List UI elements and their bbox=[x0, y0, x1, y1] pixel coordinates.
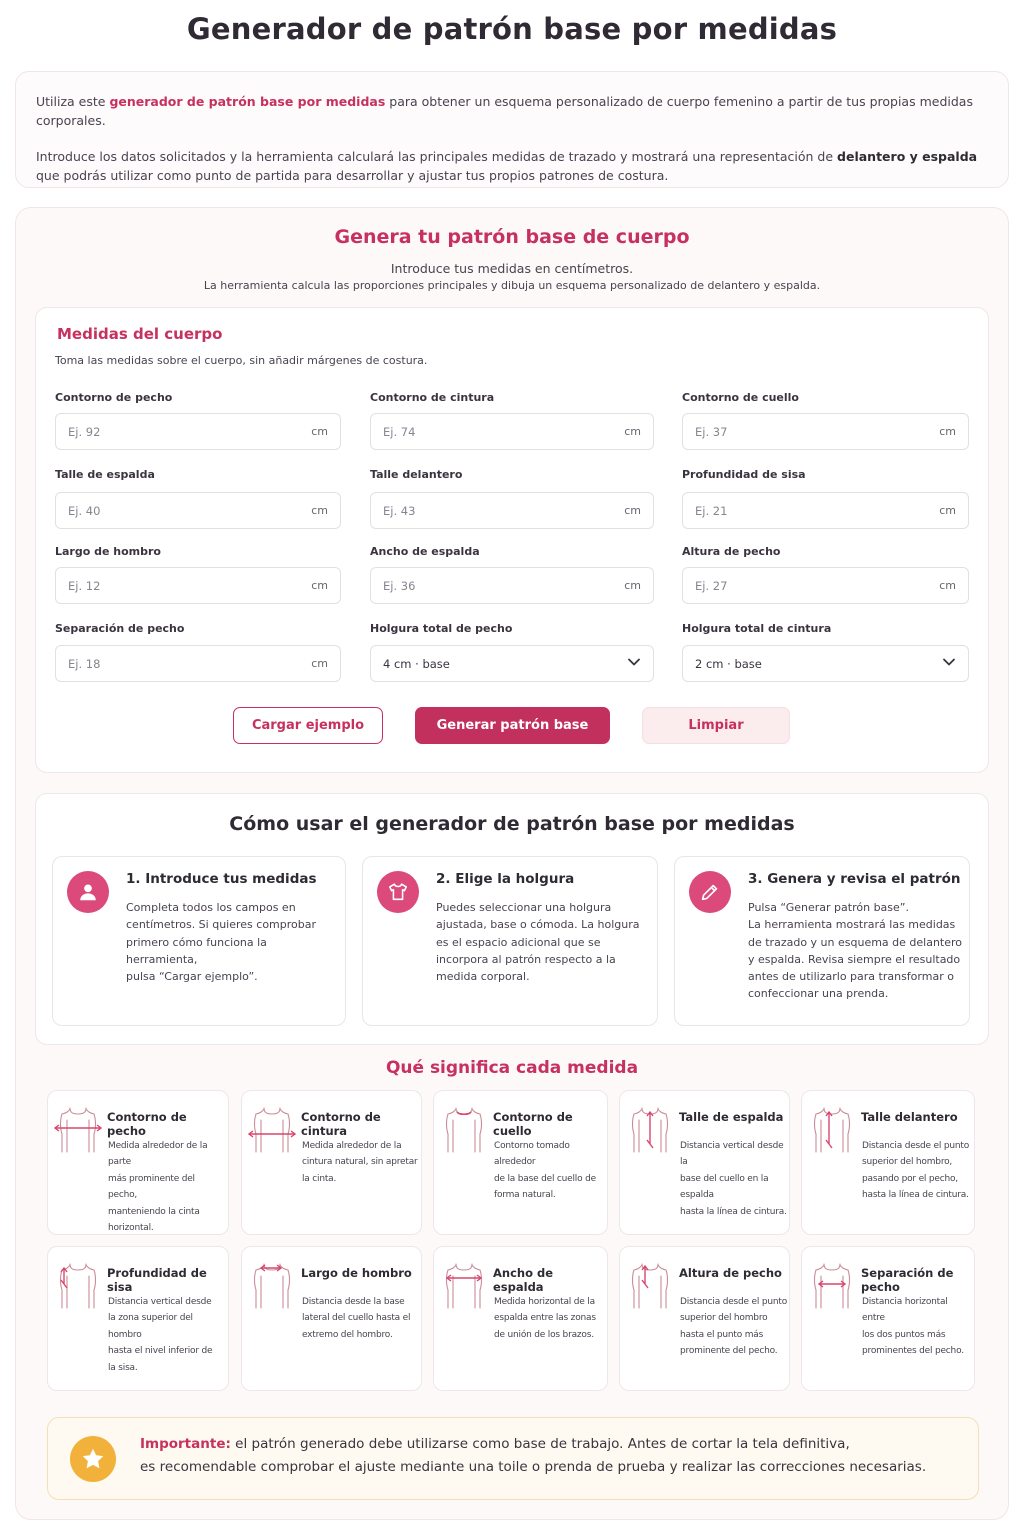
unit-label: cm bbox=[624, 579, 641, 592]
measure-title: Ancho de espalda bbox=[493, 1266, 554, 1294]
step-line: primero cómo funciona la herramienta, bbox=[126, 935, 267, 966]
measure-description bbox=[302, 1138, 419, 1187]
how-to-title: Cómo usar el generador de patrón base por medidas bbox=[229, 813, 795, 835]
unit-label: cm bbox=[311, 425, 328, 438]
measure-line: Medida alrededor de la parte bbox=[108, 1141, 208, 1168]
input-placeholder: Ej. 92 bbox=[68, 424, 101, 439]
measure-line: hasta el punto más bbox=[680, 1329, 764, 1340]
step-description bbox=[126, 899, 340, 985]
measure-line: hasta la línea de cintura. bbox=[862, 1190, 969, 1201]
field-label: Talle delantero bbox=[370, 468, 463, 481]
measure-line: Medida alrededor de la bbox=[302, 1141, 402, 1151]
field-label: Altura de pecho bbox=[682, 545, 781, 558]
input-placeholder: Ej. 74 bbox=[383, 424, 416, 439]
measure-line: hasta la línea de cintura. bbox=[680, 1206, 787, 1217]
form-title: Medidas del cuerpo bbox=[57, 325, 223, 343]
generator-subtitle: Introduce tus medidas en centímetros. bbox=[390, 261, 634, 276]
measure-title: Contorno de pecho bbox=[107, 1110, 187, 1138]
measurement-input[interactable] bbox=[370, 492, 654, 529]
field-label: Largo de hombro bbox=[55, 545, 161, 558]
input-placeholder: Ej. 27 bbox=[695, 578, 728, 593]
bust-height-icon bbox=[625, 1260, 675, 1314]
measure-title: Contorno de cuello bbox=[493, 1110, 573, 1138]
input-placeholder: Ej. 43 bbox=[383, 503, 416, 518]
measure-line: horizontal. bbox=[108, 1223, 154, 1234]
measure-line: prominente del pecho. bbox=[680, 1346, 778, 1357]
measure-description bbox=[108, 1294, 226, 1376]
intro-card bbox=[15, 71, 1009, 188]
generator-description: La herramienta calcula las proporciones principales y dibuja un esquema personalizado de delantero y espalda. bbox=[203, 279, 821, 292]
field-label: Contorno de cintura bbox=[370, 391, 495, 404]
measure-title: Altura de pecho bbox=[679, 1266, 782, 1280]
user-icon bbox=[67, 871, 109, 913]
measures-title: Qué significa cada medida bbox=[385, 1058, 639, 1078]
measure-line: extremo del hombro. bbox=[302, 1329, 393, 1340]
intro-text: que podrás utilizar como punto de partida para desarrollar y ajustar tus propios patrones de costura. bbox=[36, 168, 669, 183]
intro-paragraph-2 bbox=[36, 147, 988, 185]
field-label: Ancho de espalda bbox=[370, 545, 480, 558]
measure-line: prominentes del pecho. bbox=[862, 1346, 964, 1357]
important-line-2: es recomendable comprobar el ajuste mediante una toile o prenda de prueba y realizar las correcciones necesarias. bbox=[140, 1459, 927, 1475]
measure-line: Distancia desde la base bbox=[302, 1297, 405, 1307]
clear-button[interactable]: Limpiar bbox=[642, 707, 790, 744]
field-label: Holgura total de cintura bbox=[682, 622, 832, 635]
measurements-form bbox=[35, 307, 989, 773]
generator-title: Genera tu patrón base de cuerpo bbox=[334, 226, 690, 248]
measure-line: más prominente del pecho, bbox=[108, 1173, 195, 1201]
measurement-input[interactable] bbox=[682, 567, 969, 604]
step-line: de trazado y un esquema de delantero bbox=[748, 935, 963, 949]
measure-line: Distancia vertical desde la bbox=[680, 1141, 784, 1168]
measure-title: Separación de pecho bbox=[861, 1266, 954, 1294]
armhole-depth-icon bbox=[53, 1260, 103, 1314]
important-line-1: el patrón generado debe utilizarse como base de trabajo. Antes de cortar la tela definitiva, bbox=[230, 1436, 850, 1452]
measure-line: forma natural. bbox=[494, 1190, 556, 1201]
measure-line: Distancia desde el punto bbox=[680, 1297, 787, 1307]
measurement-input[interactable] bbox=[370, 413, 654, 450]
measure-title: Talle delantero bbox=[861, 1110, 958, 1124]
field-label: Contorno de pecho bbox=[55, 391, 173, 404]
input-placeholder: Ej. 37 bbox=[695, 424, 728, 439]
back-width-icon bbox=[439, 1260, 489, 1314]
measure-line: Distancia vertical desde bbox=[108, 1297, 212, 1307]
measurement-input[interactable] bbox=[55, 413, 341, 450]
page-title: Generador de patrón base por medidas bbox=[186, 12, 838, 46]
step-line: pulsa “Cargar ejemplo”. bbox=[126, 970, 258, 984]
step-title: 3. Genera y revisa el patrón bbox=[748, 871, 961, 887]
measure-description bbox=[862, 1138, 972, 1204]
step-description bbox=[436, 899, 652, 985]
important-text bbox=[140, 1433, 970, 1479]
chevron-down-icon bbox=[627, 655, 641, 672]
step-line: medida corporal. bbox=[436, 970, 530, 984]
back-length-icon bbox=[625, 1104, 675, 1158]
intro-paragraph-1 bbox=[36, 92, 988, 130]
unit-label: cm bbox=[311, 657, 328, 670]
unit-label: cm bbox=[311, 579, 328, 592]
step-line: centímetros. Si quieres comprobar bbox=[126, 918, 317, 932]
step-description bbox=[748, 899, 964, 1003]
unit-label: cm bbox=[939, 425, 956, 438]
measure-description bbox=[302, 1294, 419, 1343]
measurement-input[interactable] bbox=[55, 645, 341, 682]
measure-title: Profundidad de sisa bbox=[107, 1266, 207, 1294]
ease-select[interactable] bbox=[682, 645, 969, 682]
measure-title: Contorno de cintura bbox=[301, 1110, 381, 1138]
step-line: Completa todos los campos en bbox=[126, 901, 296, 914]
measure-description bbox=[862, 1294, 972, 1360]
unit-label: cm bbox=[939, 504, 956, 517]
important-label: Importante: bbox=[140, 1436, 231, 1452]
measure-line: superior del hombro, bbox=[862, 1157, 953, 1168]
intro-text: Utiliza este bbox=[36, 94, 110, 109]
load-example-button[interactable]: Cargar ejemplo bbox=[233, 707, 383, 744]
field-label: Talle de espalda bbox=[55, 468, 155, 481]
step-line: es el espacio adicional que se bbox=[436, 935, 601, 949]
measurement-input[interactable] bbox=[370, 567, 654, 604]
measure-line: pasando por el pecho, bbox=[862, 1173, 958, 1184]
input-placeholder: Ej. 36 bbox=[383, 578, 416, 593]
field-label: Separación de pecho bbox=[55, 622, 185, 635]
unit-label: cm bbox=[624, 504, 641, 517]
measure-line: la cinta. bbox=[302, 1173, 337, 1184]
measure-line: de unión de los brazos. bbox=[494, 1329, 594, 1340]
step-line: La herramienta mostrará las medidas bbox=[748, 918, 956, 932]
select-value: 2 cm · base bbox=[695, 656, 762, 671]
measurement-input[interactable] bbox=[55, 567, 341, 604]
input-placeholder: Ej. 40 bbox=[68, 503, 101, 518]
measure-title: Talle de espalda bbox=[679, 1110, 784, 1124]
bust-measure-icon bbox=[53, 1104, 103, 1158]
measure-line: Distancia horizontal entre bbox=[862, 1297, 948, 1324]
shoulder-length-icon bbox=[247, 1260, 297, 1314]
intro-highlight: generador de patrón base por medidas bbox=[109, 94, 386, 109]
measure-line: de la base del cuello de bbox=[494, 1173, 596, 1184]
measurement-input[interactable] bbox=[682, 413, 969, 450]
generate-pattern-button[interactable]: Generar patrón base bbox=[415, 707, 610, 744]
ease-select[interactable] bbox=[370, 645, 654, 682]
field-label: Contorno de cuello bbox=[682, 391, 799, 404]
unit-label: cm bbox=[624, 425, 641, 438]
unit-label: cm bbox=[311, 504, 328, 517]
step-line: incorpora al patrón respecto a la bbox=[436, 952, 616, 966]
chevron-down-icon bbox=[942, 655, 956, 672]
measure-description bbox=[108, 1138, 226, 1236]
measure-line: base del cuello en la espalda bbox=[680, 1173, 769, 1201]
step-line: Pulsa “Generar patrón base”. bbox=[748, 901, 909, 914]
step-line: Puedes seleccionar una holgura bbox=[436, 901, 612, 914]
measure-line: hasta el nivel inferior de bbox=[108, 1346, 213, 1357]
input-placeholder: Ej. 12 bbox=[68, 578, 101, 593]
field-label: Profundidad de sisa bbox=[682, 468, 806, 481]
measure-line: Medida horizontal de la bbox=[494, 1297, 595, 1307]
intro-text: Introduce los datos solicitados y la herramienta calculará las principales medidas de trazado y mostrará una representación de bbox=[36, 149, 838, 164]
shirt-icon bbox=[377, 871, 419, 913]
measurement-input[interactable] bbox=[55, 492, 341, 529]
measure-title: Largo de hombro bbox=[301, 1266, 412, 1280]
measure-line: espalda entre las zonas bbox=[494, 1313, 596, 1324]
step-line: ajustada, base o cómoda. La holgura bbox=[436, 918, 640, 932]
input-placeholder: Ej. 18 bbox=[68, 656, 101, 671]
intro-bold: delantero y espalda bbox=[837, 149, 978, 164]
neck-measure-icon bbox=[439, 1104, 489, 1158]
front-length-icon bbox=[807, 1104, 857, 1158]
measure-line: manteniendo la cinta bbox=[108, 1206, 200, 1217]
measure-line: Distancia desde el punto bbox=[862, 1141, 969, 1151]
measure-line: la sisa. bbox=[108, 1362, 138, 1373]
form-hint: Toma las medidas sobre el cuerpo, sin añadir márgenes de costura. bbox=[55, 354, 428, 367]
field-label: Holgura total de pecho bbox=[370, 622, 513, 635]
unit-label: cm bbox=[939, 579, 956, 592]
pencil-icon bbox=[689, 871, 731, 913]
waist-measure-icon bbox=[247, 1104, 297, 1158]
measure-line: lateral del cuello hasta el bbox=[302, 1313, 411, 1324]
measure-line: los dos puntos más bbox=[862, 1329, 946, 1340]
measure-line: Contorno tomado alrededor bbox=[494, 1141, 570, 1168]
step-title: 1. Introduce tus medidas bbox=[126, 871, 317, 887]
step-line: y espalda. Revisa siempre el resultado bbox=[748, 952, 961, 966]
bust-separation-icon bbox=[807, 1260, 857, 1314]
measure-line: la zona superior del hombro bbox=[108, 1313, 193, 1340]
star-icon bbox=[70, 1436, 116, 1482]
step-title: 2. Elige la holgura bbox=[436, 871, 575, 887]
measure-line: superior del hombro bbox=[680, 1313, 768, 1324]
input-placeholder: Ej. 21 bbox=[695, 503, 728, 518]
intro-text: para obtener un esquema personalizado de cuerpo femenino a partir de tus propias medidas corporales. bbox=[36, 94, 973, 128]
measure-description bbox=[494, 1294, 605, 1343]
measurement-input[interactable] bbox=[682, 492, 969, 529]
step-line: antes de utilizarlo para transformar o bbox=[748, 970, 954, 984]
measure-description bbox=[494, 1138, 605, 1204]
measure-line: cintura natural, sin apretar bbox=[302, 1157, 418, 1168]
select-value: 4 cm · base bbox=[383, 656, 450, 671]
measure-description bbox=[680, 1294, 787, 1360]
measure-description bbox=[680, 1138, 787, 1220]
step-line: confeccionar una prenda. bbox=[748, 987, 889, 1001]
